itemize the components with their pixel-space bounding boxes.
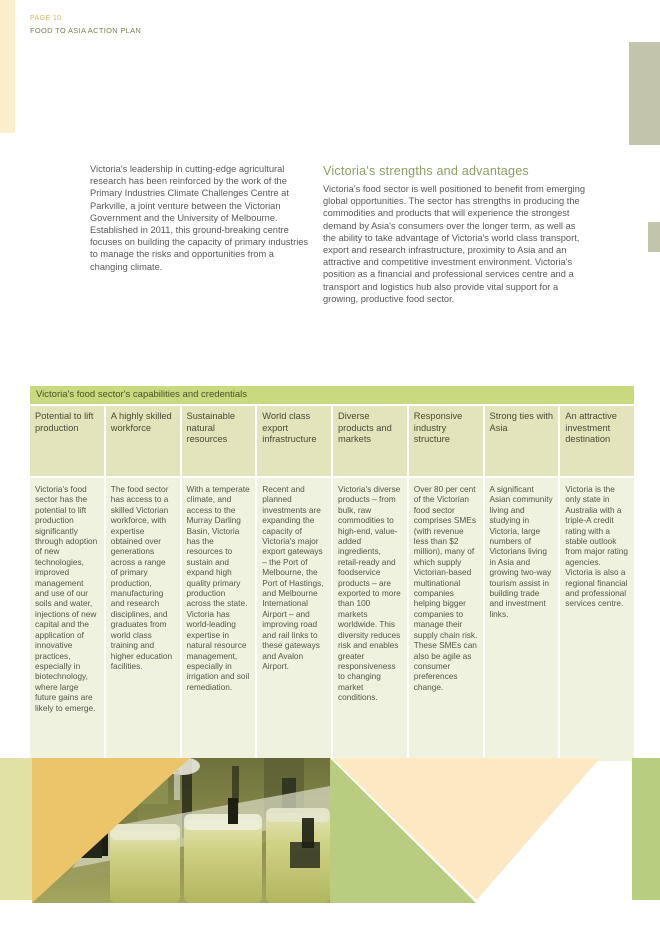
section-heading: Victoria's strengths and advantages — [323, 164, 529, 178]
table-header-cell: An attractive investment destination — [560, 406, 634, 476]
table-header-cell: Strong ties with Asia — [485, 406, 559, 476]
table-body-row — [30, 478, 634, 761]
table-body-cell: Over 80 per cent of the Victorian food sector comprises SMEs (with revenue less than $2 million), many of which supply Victorian-based multinational companies helping bigger companies to manage their supply chain risk. These SMEs can also be agile as consumer preferences change. — [409, 478, 483, 761]
table-header-cell: Sustainable natural resources — [182, 406, 256, 476]
table-header-cell: Potential to lift production — [30, 406, 104, 476]
page-header — [30, 14, 141, 36]
table-body-cell: Victoria's diverse products – from bulk, raw commodities to high-end, value-added ingredients, retail-ready and foodservice products – are exported to more than 100 markets worldwide. This diversity reduces risk and enables greater responsiveness to changing market conditions. — [333, 478, 407, 761]
table-header-cell: A highly skilled workforce — [106, 406, 180, 476]
strengths-section — [323, 164, 586, 305]
top-right-accent-block — [629, 42, 660, 145]
table-header-row — [30, 406, 634, 476]
bottom-left-accent-strip — [0, 758, 32, 900]
table-body-cell: Recent and planned investments are expanding the capacity of Victoria's major export gateways – the Port of Melbourne, the Port of Hastings, and Melbourne International Airport – and improving road and rail links to these gateways and Avalon Airport. — [257, 478, 331, 761]
table-header-cell: Responsive industry structure — [409, 406, 483, 476]
deco-green-bar — [632, 758, 660, 900]
table-body-cell: Victoria's food sector has the potential to lift production significantly through adoption of new technologies, improved management and use of our soils and water, injections of new capital and the application of innovative practices, especially in biotechnology, where large future gains are likely to emerge. — [30, 478, 104, 761]
table-body-cell: Victoria is the only state in Australia with a triple-A credit rating with a stable outlook from major rating agencies. Victoria is also a regional financial and professional services centre. — [560, 478, 634, 761]
page-number-label: PAGE 10 — [30, 15, 62, 22]
table-title-bar: Victoria's food sector's capabilities and credentials — [30, 386, 634, 404]
table-body-cell: With a temperate climate, and access to the Murray Darling Basin, Victoria has the resources to sustain and expand high quality primary production across the state. Victoria has world-leading expertise in natural resource management, especially in irrigation and soil remediation. — [182, 478, 256, 761]
table-body-cell: A significant Asian community living and studying in Victoria, large numbers of Victorians living in Asia and growing two-way tourism assist in building trade and investment links. — [485, 478, 559, 761]
table-body-cell: The food sector has access to a skilled Victorian workforce, with expertise obtained over generations across a range of primary production, manufacturing and research disciplines, and graduates from world class training and higher education facilities. — [106, 478, 180, 761]
table-header-cell: Diverse products and markets — [333, 406, 407, 476]
strengths-paragraph: Victoria's food sector is well positioned to benefit from emerging global opportunities. The sector has strengths in producing the commodities and products that will experience the strongest demand by Asia's consumers over the longer term, as well as the ability to take advantage of Victoria's world class transport, export and research infrastructure, proximity to Asia and an attractive and competitive investment environment. Victoria's position as a financial and professional services centre and a transport and logistics hub also provide vital support for a growing, productive food sector. — [323, 184, 586, 304]
document-title: FOOD TO ASIA ACTION PLAN — [30, 26, 142, 35]
right-edge-accent-block — [648, 222, 660, 252]
intro-left-paragraph: Victoria's leadership in cutting-edge agricultural research has been reinforced by the work of the Primary Industries Climate Challenges Centre at Parkville, a joint venture between the Victorian Government and the University of Melbourne. Established in 2011, this ground-breaking centre focuses on building the capacity of primary industries to manage the risks and opportunities from a changing climate. — [90, 164, 309, 272]
table-header-cell: World class export infrastructure — [257, 406, 331, 476]
left-accent-strip — [0, 0, 15, 133]
capabilities-table — [30, 386, 634, 761]
